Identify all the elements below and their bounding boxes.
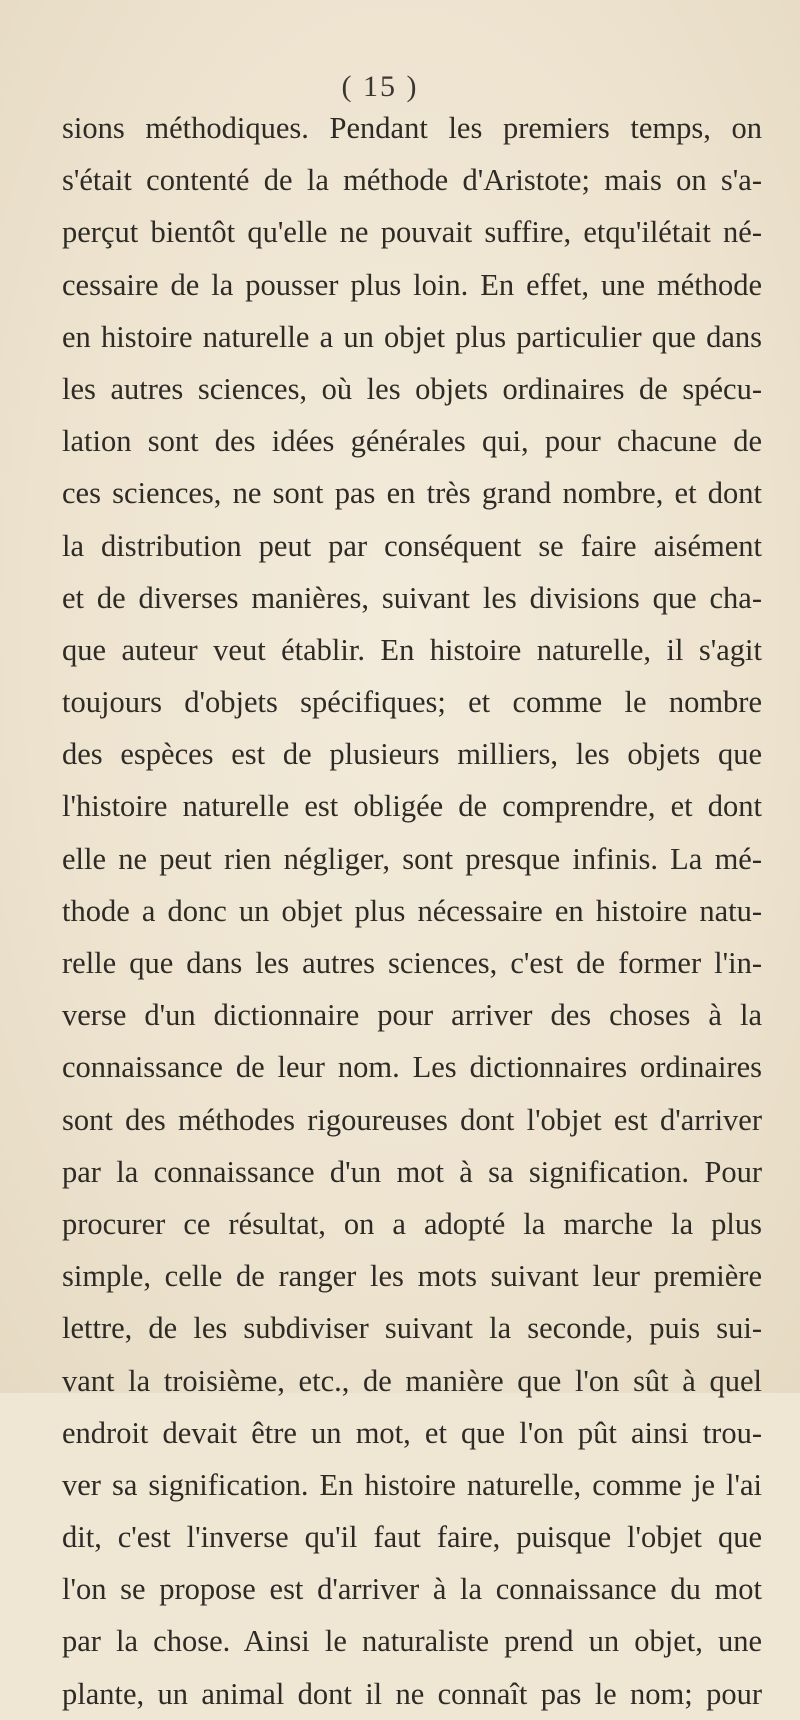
text-line: par la chose. Ainsi le naturaliste prend un objet, une xyxy=(62,1624,762,1659)
text-line: des espèces est de plusieurs milliers, les objets que xyxy=(62,737,762,772)
text-line: elle ne peut rien négliger, sont presque infinis. La mé- xyxy=(62,841,762,876)
text-line: en histoire naturelle a un objet plus particulier que dans xyxy=(62,319,762,354)
text-line: les autres sciences, où les objets ordinaires de spécu- xyxy=(62,371,762,406)
text-line: connaissance de leur nom. Les dictionnaires ordinaires xyxy=(62,1050,762,1085)
text-line: l'histoire naturelle est obligée de comprendre, et dont xyxy=(62,789,762,824)
text-line: toujours d'objets spécifiques; et comme le nombre xyxy=(62,685,762,720)
text-line: lettre, de les subdiviser suivant la seconde, puis sui- xyxy=(62,1311,762,1346)
text-line: perçut bientôt qu'elle ne pouvait suffire, etqu'ilétait né- xyxy=(62,215,762,250)
body-text xyxy=(62,102,762,1720)
text-line: vant la troisième, etc., de manière que l'on sût à quel xyxy=(62,1363,762,1398)
text-line: ces sciences, ne sont pas en très grand nombre, et dont xyxy=(62,476,762,511)
text-line: relle que dans les autres sciences, c'est de former l'in- xyxy=(62,946,762,980)
text-line: procurer ce résultat, on a adopté la marche la plus xyxy=(62,1206,762,1241)
text-line: la distribution peut par conséquent se faire aisément xyxy=(62,528,762,563)
page-number: ( 15 ) xyxy=(341,70,419,103)
text-line: sont des méthodes rigoureuses dont l'objet est d'arriver xyxy=(62,1102,762,1137)
text-line: simple, celle de ranger les mots suivant leur première xyxy=(62,1259,762,1294)
text-line: plante, un animal dont il ne connaît pas le nom; pour xyxy=(62,1676,762,1711)
text-line: que auteur veut établir. En histoire naturelle, il s'agit xyxy=(62,632,762,667)
text-line: thode a donc un objet plus nécessaire en histoire natu- xyxy=(62,893,762,928)
text-line: endroit devait être un mot, et que l'on pût ainsi trou- xyxy=(62,1415,762,1450)
text-line: lation sont des idées générales qui, pour chacune de xyxy=(62,424,762,459)
text-line: dit, c'est l'inverse qu'il faut faire, puisque l'objet que xyxy=(62,1520,762,1555)
text-line: l'on se propose est d'arriver à la connaissance du mot xyxy=(62,1572,762,1607)
text-line: cessaire de la pousser plus loin. En effet, une méthode xyxy=(62,267,762,302)
text-line: sions méthodiques. Pendant les premiers temps, on xyxy=(62,111,762,145)
text-line: et de diverses manières, suivant les divisions que cha- xyxy=(62,580,762,615)
text-line: verse d'un dictionnaire pour arriver des choses à la xyxy=(62,998,762,1033)
text-line: s'était contenté de la méthode d'Aristote; mais on s'a- xyxy=(62,163,762,198)
text-line: ver sa signification. En histoire naturelle, comme je l'ai xyxy=(62,1467,762,1502)
text-line: par la connaissance d'un mot à sa signification. Pour xyxy=(62,1154,762,1189)
